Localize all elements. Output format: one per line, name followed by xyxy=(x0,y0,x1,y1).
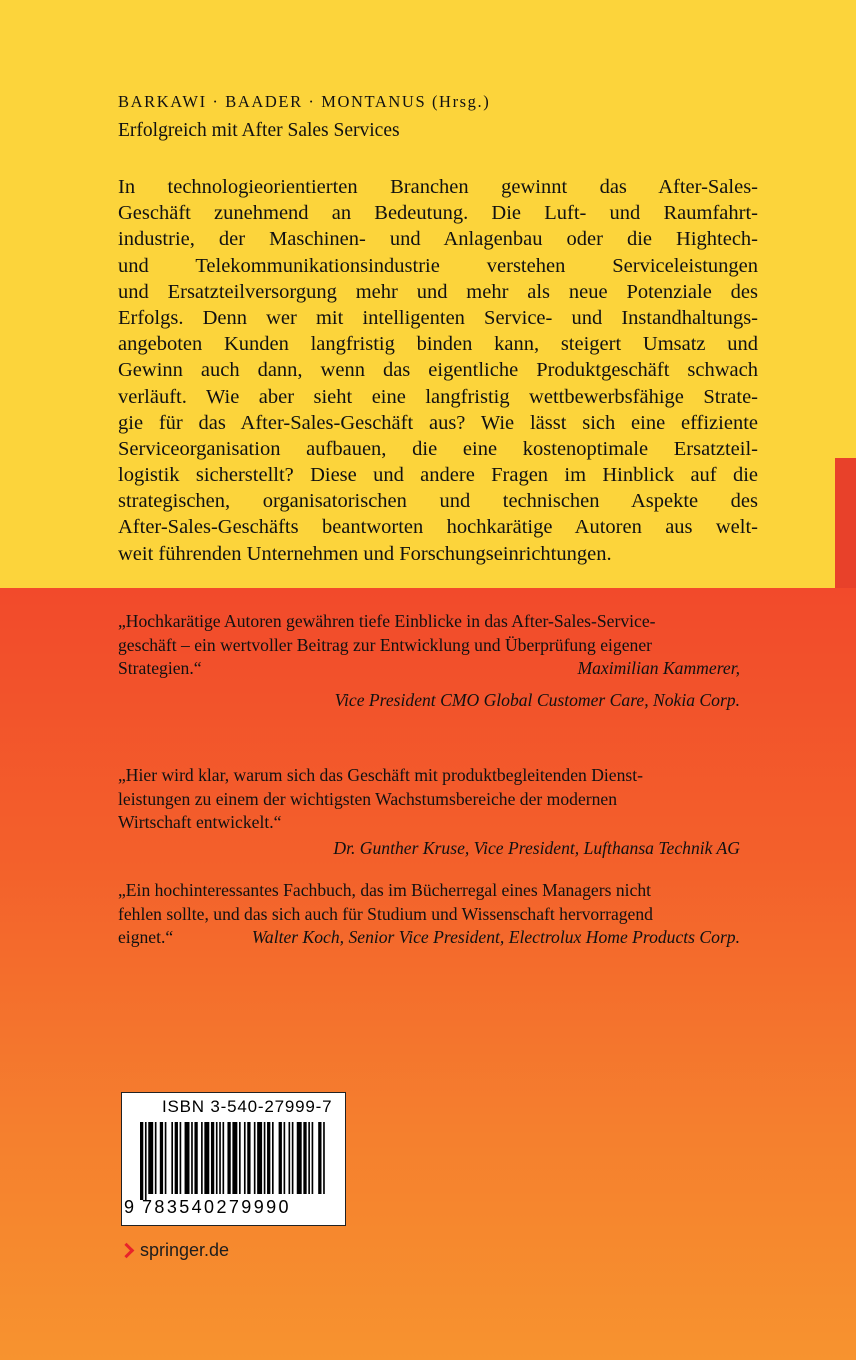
barcode-bar xyxy=(145,1122,147,1200)
barcode-bar xyxy=(247,1122,250,1194)
blurb-line: strategischen, organisatorischen und technischen Aspekte des xyxy=(118,490,758,513)
barcode-bar xyxy=(185,1122,190,1194)
blurb-line: und Telekommunikationsindustrie verstehen Serviceleistungen xyxy=(118,254,758,277)
author-names: BARKAWI · BAADER · MONTANUS xyxy=(118,92,427,111)
blurb-line: Geschäft zunehmend an Bedeutung. Die Luft- und Raumfahrt- xyxy=(118,202,758,225)
barcode-bar xyxy=(216,1122,218,1194)
blurb-line: und Ersatzteilversorgung mehr und mehr als neue Potenziale des xyxy=(118,280,758,303)
blurb-line: Gewinn auch dann, wenn das eigentliche Produktgeschäft schwach xyxy=(118,359,758,382)
barcode-bar xyxy=(227,1122,230,1194)
barcode-bar xyxy=(211,1122,214,1194)
book-title: Erfolgreich mit After Sales Services xyxy=(118,120,400,141)
blurb-line: In technologieorientierten Branchen gewinnt das After-Sales- xyxy=(118,176,758,198)
barcode-bar xyxy=(267,1122,270,1194)
barcode-bar xyxy=(148,1122,153,1194)
barcode-bars xyxy=(136,1122,332,1200)
quote-line: Wirtschaft entwickelt.“ xyxy=(118,812,282,832)
quote-line: „Hochkarätige Autoren gewähren tiefe Einblicke in das After-Sales-Service- xyxy=(118,611,656,631)
barcode-bar xyxy=(232,1122,237,1194)
blurb-line: Serviceorganisation aufbauen, die eine kostenoptimale Ersatzteil- xyxy=(118,437,758,460)
quote-line: fehlen sollte, und das sich auch für Studium und Wissenschaft hervorragend xyxy=(118,903,653,924)
barcode-bar xyxy=(292,1122,294,1194)
ean-digits: 783540279990 xyxy=(142,1197,291,1217)
quote-line: leistungen zu einem der wichtigsten Wachstumsbereiche der modernen xyxy=(118,788,618,809)
testimonial-quote xyxy=(118,764,740,860)
publisher-url: springer.de xyxy=(140,1240,230,1260)
ean-first-digit: 9 xyxy=(124,1197,135,1217)
quote-attribution: Maximilian Kammerer, xyxy=(577,658,740,678)
barcode-bar xyxy=(312,1122,314,1194)
barcode-bar xyxy=(204,1122,209,1194)
barcode-bar xyxy=(219,1122,221,1194)
barcode-bar xyxy=(223,1122,225,1194)
barcode-bar xyxy=(272,1122,274,1194)
blurb-line: gie für das After-Sales-Geschäft aus? Wie lässt sich eine effiziente xyxy=(118,411,758,434)
barcode-bar xyxy=(171,1122,173,1194)
barcode-bar xyxy=(257,1122,262,1194)
barcode-bar xyxy=(140,1122,143,1200)
barcode-bar xyxy=(175,1122,178,1194)
blurb-line: Erfolgs. Denn wer mit intelligenten Service- und Instandhaltungs- xyxy=(118,306,758,329)
barcode-bar xyxy=(284,1122,286,1194)
blurb-line: verläuft. Wie aber sieht eine langfristig wettbewerbsfähige Strate- xyxy=(118,385,758,408)
barcode-bar xyxy=(279,1122,282,1194)
barcode-bar xyxy=(289,1122,291,1194)
editor-suffix: (Hrsg.) xyxy=(431,92,491,111)
quote-line: Strategien.“ xyxy=(118,658,202,678)
author-line xyxy=(118,92,490,112)
quote-attribution: Walter Koch, Senior Vice President, Electrolux Home Products Corp. xyxy=(251,927,740,947)
blurb-line: weit führenden Unternehmen und Forschungseinrichtungen. xyxy=(118,542,612,565)
barcode-bar xyxy=(155,1122,157,1194)
chevron-right-icon xyxy=(119,1243,135,1259)
barcode-bar xyxy=(318,1122,321,1194)
barcode-bar xyxy=(201,1122,203,1194)
barcode-bar xyxy=(191,1122,193,1194)
quote-line: „Ein hochinteressantes Fachbuch, das im Bücherregal eines Managers nicht xyxy=(118,880,652,900)
edge-tab-marker xyxy=(835,458,856,588)
blurb-paragraph xyxy=(118,174,758,567)
barcode-bar xyxy=(308,1122,310,1194)
barcode-bar xyxy=(244,1122,246,1194)
quote-line: geschäft – ein wertvoller Beitrag zur Entwicklung und Überprüfung eigener xyxy=(118,634,652,655)
isbn-barcode-box xyxy=(121,1092,346,1226)
testimonial-quote xyxy=(118,610,740,712)
testimonial-quote xyxy=(118,879,740,950)
blurb-line: industrie, der Maschinen- und Anlagenbau oder die Hightech- xyxy=(118,228,758,251)
quote-attribution: Dr. Gunther Kruse, Vice President, Lufthansa Technik AG xyxy=(333,837,740,858)
barcode-bar xyxy=(264,1122,266,1194)
publisher-link[interactable] xyxy=(121,1240,229,1261)
barcode-bar xyxy=(303,1122,306,1194)
barcode-bar xyxy=(180,1122,182,1194)
quote-line: „Hier wird klar, warum sich das Geschäft mit produktbegleitenden Dienst- xyxy=(118,765,643,785)
barcode-bar xyxy=(239,1122,241,1194)
blurb-line: After-Sales-Geschäfts beantworten hochkarätige Autoren aus welt- xyxy=(118,516,758,539)
barcode-bar xyxy=(323,1122,325,1194)
quote-attribution: Vice President CMO Global Customer Care, Nokia Corp. xyxy=(334,689,740,710)
barcode-bar xyxy=(254,1122,256,1194)
blurb-line: logistik sicherstellt? Diese und andere Fragen im Hinblick auf die xyxy=(118,464,758,487)
blurb-line: angeboten Kunden langfristig binden kann, steigert Umsatz und xyxy=(118,333,758,356)
barcode-bar xyxy=(194,1122,197,1194)
barcode-bar xyxy=(160,1122,163,1194)
barcode-bar xyxy=(165,1122,167,1194)
isbn-label: ISBN 3-540-27999-7 xyxy=(162,1097,333,1116)
quote-line: eignet.“ xyxy=(118,927,174,947)
barcode-bar xyxy=(297,1122,302,1194)
